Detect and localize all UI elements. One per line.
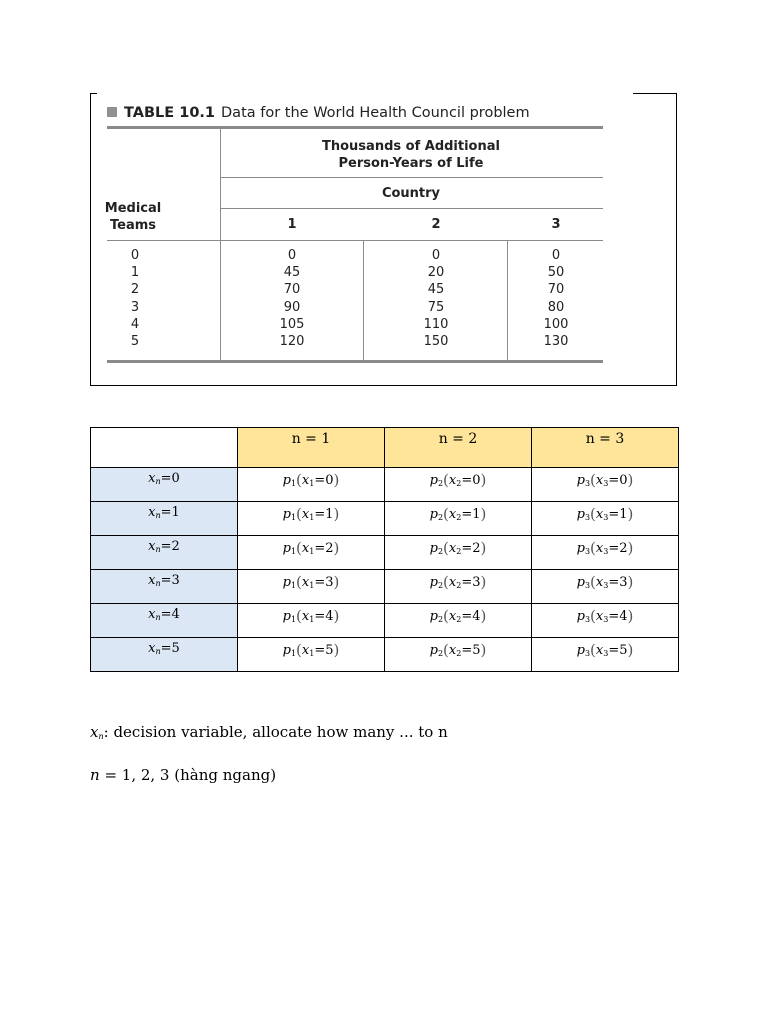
cell-p1-x3: $p_1(x_1=3)$ xyxy=(238,570,385,604)
note-stage-index: n = 1, 2, 3 (hàng ngang) xyxy=(90,766,277,784)
header-n1: n = 1 xyxy=(238,428,385,468)
header-n3: n = 3 xyxy=(532,428,679,468)
group-header: Thousands of Additional Person-Years of Life xyxy=(322,139,500,171)
teams-column: 0 1 2 3 4 5 xyxy=(130,248,140,350)
header-n2: n = 2 xyxy=(385,428,532,468)
table-row xyxy=(91,638,679,672)
cell-p1-x5: $p_1(x_1=5)$ xyxy=(238,638,385,672)
decision-grid xyxy=(90,427,679,672)
column-header-2: 2 xyxy=(431,217,441,232)
cell-p1-x0: $p_1(x_1=0)$ xyxy=(238,468,385,502)
country-1-column: 0 45 70 90 105 120 xyxy=(279,248,305,350)
row-header: Medical Teams xyxy=(104,201,162,233)
table-row xyxy=(91,604,679,638)
cell-p3-x1: $p_3(x_3=1)$ xyxy=(532,502,679,536)
row-label-x4: $x_n=4$ xyxy=(91,604,238,638)
cell-p2-x4: $p_2(x_2=4)$ xyxy=(385,604,532,638)
country-2-column: 0 20 45 75 110 150 xyxy=(423,248,449,350)
grid-corner-cell xyxy=(91,428,238,468)
country-3-column: 0 50 70 80 100 130 xyxy=(543,248,569,350)
column-header-1: 1 xyxy=(287,217,297,232)
row-label-x1: $x_n=1$ xyxy=(91,502,238,536)
cell-p3-x0: $p_3(x_3=0)$ xyxy=(532,468,679,502)
square-bullet-icon xyxy=(107,107,117,117)
table-row xyxy=(91,468,679,502)
cell-p2-x5: $p_2(x_2=5)$ xyxy=(385,638,532,672)
table-caption-text: Data for the World Health Council problem xyxy=(221,105,530,121)
cell-p2-x2: $p_2(x_2=2)$ xyxy=(385,536,532,570)
note-decision-variable: $x_n$: decision variable, allocate how many ... to n xyxy=(90,723,448,741)
subgroup-header: Country xyxy=(381,186,441,201)
cell-p3-x3: $p_3(x_3=3)$ xyxy=(532,570,679,604)
row-label-x0: $x_n=0$ xyxy=(91,468,238,502)
textbook-table-image xyxy=(90,93,677,386)
row-label-x3: $x_n=3$ xyxy=(91,570,238,604)
cell-p2-x3: $p_2(x_2=3)$ xyxy=(385,570,532,604)
cell-p1-x2: $p_1(x_1=2)$ xyxy=(238,536,385,570)
table-row xyxy=(91,502,679,536)
cell-p3-x4: $p_3(x_3=4)$ xyxy=(532,604,679,638)
column-header-3: 3 xyxy=(551,217,561,232)
table-row xyxy=(91,536,679,570)
cell-p3-x5: $p_3(x_3=5)$ xyxy=(532,638,679,672)
table-caption xyxy=(107,105,530,121)
table-number: TABLE 10.1 xyxy=(124,105,216,121)
table-row xyxy=(91,570,679,604)
cell-p1-x1: $p_1(x_1=1)$ xyxy=(238,502,385,536)
grid-header-row xyxy=(91,428,679,468)
row-label-x5: $x_n=5$ xyxy=(91,638,238,672)
cell-p2-x1: $p_2(x_2=1)$ xyxy=(385,502,532,536)
cell-p1-x4: $p_1(x_1=4)$ xyxy=(238,604,385,638)
cell-p2-x0: $p_2(x_2=0)$ xyxy=(385,468,532,502)
cell-p3-x2: $p_3(x_3=2)$ xyxy=(532,536,679,570)
row-label-x2: $x_n=2$ xyxy=(91,536,238,570)
